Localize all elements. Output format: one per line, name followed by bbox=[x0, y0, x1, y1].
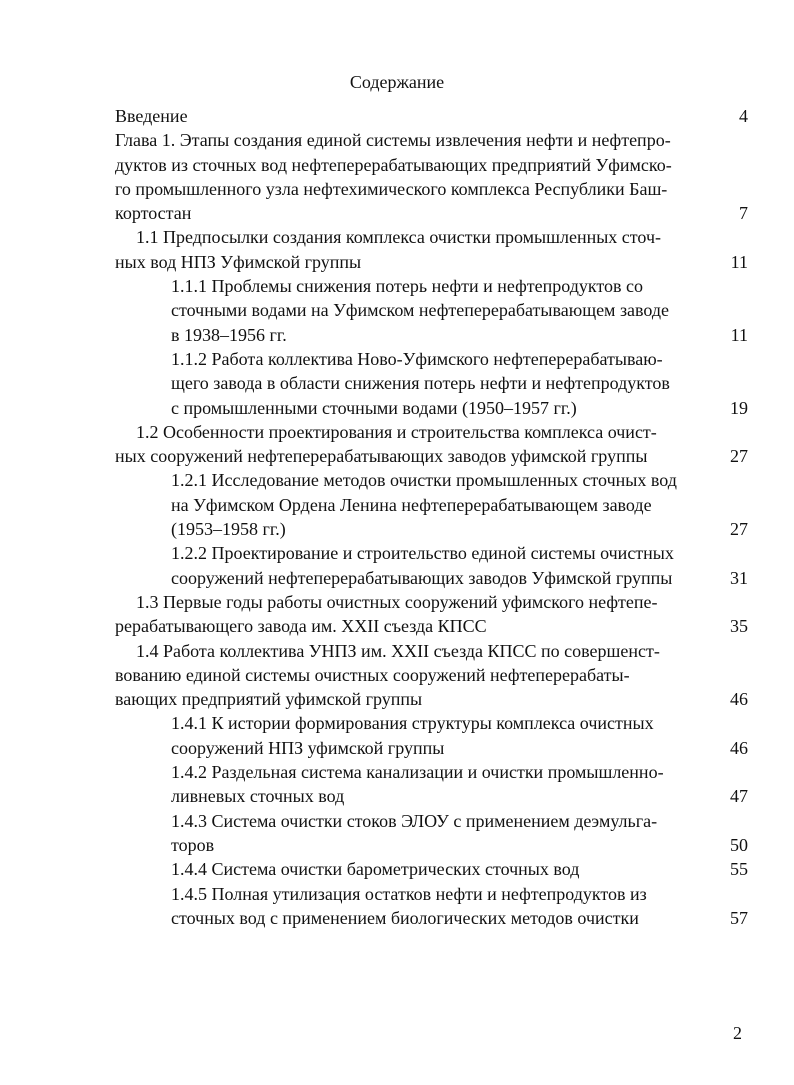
toc-entry-title bbox=[171, 760, 794, 809]
toc-entry-line: 1.4.3 Система очистки стоков ЭЛОУ с применением деэмульга- bbox=[171, 810, 658, 831]
toc-entry-page: 46 bbox=[730, 689, 748, 710]
toc-entry bbox=[0, 882, 794, 931]
toc-entry-line: 1.1 Предпосылки создания комплекса очистки промышленных сточ- bbox=[136, 227, 661, 248]
toc-entry-line: на Уфимском Ордена Ленина нефтеперерабатывающем заводе bbox=[171, 494, 652, 515]
toc-entry bbox=[0, 711, 794, 760]
toc-entry-line: щего завода в области снижения потерь нефти и нефтепродуктов bbox=[171, 373, 670, 394]
toc-entry-line: 1.4.1 К истории формирования структуры комплекса очистных bbox=[171, 713, 654, 734]
toc-entry-line: 1.2.1 Исследование методов очистки промышленных сточных вод bbox=[171, 470, 677, 491]
toc-entry-title bbox=[171, 711, 794, 760]
toc-entry bbox=[0, 225, 794, 274]
toc-entry bbox=[0, 857, 794, 881]
toc-entry-page: 19 bbox=[730, 397, 748, 418]
toc-entry bbox=[0, 541, 794, 590]
toc-entry-line: Глава 1. Этапы создания единой системы извлечения нефти и нефтепро- bbox=[115, 130, 671, 151]
toc-entry-page: 4 bbox=[739, 106, 748, 126]
toc-entry-line: вающих предприятий уфимской группы bbox=[115, 689, 423, 710]
toc-entry-page: 55 bbox=[730, 859, 748, 880]
toc-entry-line: 1.1.1 Проблемы снижения потерь нефти и нефтепродуктов со bbox=[171, 276, 644, 297]
toc-entry-title bbox=[115, 104, 794, 128]
toc-entry-line: сооружений нефтеперерабатывающих заводов Уфимской группы bbox=[171, 567, 673, 588]
toc-entry bbox=[0, 590, 794, 639]
toc-entry-line: 1.2.2 Проектирование и строительство единой системы очистных bbox=[171, 543, 674, 564]
toc-entry-line: 1.3 Первые годы работы очистных сооружений уфимского нефтепе- bbox=[136, 591, 658, 612]
toc-entry-line: (1953–1958 гг.) bbox=[171, 519, 286, 540]
toc-entry bbox=[0, 760, 794, 809]
toc-entry bbox=[0, 809, 794, 858]
toc-entry-line: 1.4.4 Система очистки барометрических сточных вод bbox=[171, 859, 580, 880]
toc-entry-page: 46 bbox=[730, 737, 748, 758]
toc-entry-page: 11 bbox=[730, 324, 748, 345]
table-of-contents bbox=[0, 104, 794, 930]
toc-entry-line: 1.4.5 Полная утилизация остатков нефти и нефтепродуктов из bbox=[171, 883, 647, 904]
toc-entry-line: Введение bbox=[115, 106, 188, 126]
toc-entry-title bbox=[171, 809, 794, 858]
toc-entry bbox=[0, 468, 794, 541]
toc-entry-title bbox=[171, 882, 794, 931]
toc-entry-line: вованию единой системы очистных сооружений нефтеперерабаты- bbox=[115, 664, 630, 685]
toc-entry-line: дуктов из сточных вод нефтеперерабатывающих предприятий Уфимско- bbox=[115, 154, 672, 175]
toc-entry-line: с промышленными сточными водами (1950–1957 гг.) bbox=[171, 397, 577, 418]
toc-entry-line: кортостан bbox=[115, 203, 192, 224]
toc-entry bbox=[0, 104, 794, 128]
toc-entry bbox=[0, 420, 794, 469]
toc-entry-page: 7 bbox=[739, 203, 748, 224]
toc-entry-page: 31 bbox=[730, 567, 748, 588]
toc-entry-title bbox=[115, 639, 794, 712]
toc-entry-line: го промышленного узла нефтехимического комплекса Республики Баш- bbox=[115, 178, 668, 199]
toc-entry-page: 27 bbox=[730, 519, 748, 540]
toc-entry-title bbox=[115, 590, 794, 639]
toc-entry-title bbox=[171, 274, 794, 347]
toc-entry-title bbox=[115, 420, 794, 469]
page-number: 2 bbox=[733, 1023, 742, 1043]
toc-entry-line: ных сооружений нефтеперерабатывающих заводов уфимской группы bbox=[115, 446, 648, 467]
toc-entry bbox=[0, 347, 794, 420]
toc-entry-line: ливневых сточных вод bbox=[171, 786, 345, 807]
toc-entry-line: 1.1.2 Работа коллектива Ново-Уфимского нефтеперерабатываю- bbox=[171, 348, 663, 369]
toc-entry-title bbox=[171, 347, 794, 420]
toc-entry-page: 11 bbox=[730, 251, 748, 272]
toc-entry-line: рерабатывающего завода им. XXII съезда КПСС bbox=[115, 616, 487, 637]
toc-entry-page: 27 bbox=[730, 446, 748, 467]
toc-entry-title bbox=[115, 225, 794, 274]
page-title: Содержание bbox=[349, 72, 445, 92]
toc-entry-title bbox=[171, 468, 794, 541]
toc-entry-page: 47 bbox=[730, 786, 748, 807]
toc-entry-line: 1.4.2 Раздельная система канализации и очистки промышленно- bbox=[171, 762, 664, 783]
toc-entry-page: 50 bbox=[730, 834, 748, 855]
toc-entry-line: сооружений НПЗ уфимской группы bbox=[171, 737, 445, 758]
toc-entry-title bbox=[171, 541, 794, 590]
toc-entry-title bbox=[115, 128, 794, 225]
toc-entry-line: 1.4 Работа коллектива УНПЗ им. XXII съезда КПСС по совершенст- bbox=[136, 640, 660, 661]
toc-entry-line: торов bbox=[171, 834, 215, 855]
toc-entry-page: 57 bbox=[730, 907, 748, 928]
toc-entry-line: сточных вод с применением биологических методов очистки bbox=[171, 907, 639, 928]
toc-entry-line: ных вод НПЗ Уфимской группы bbox=[115, 251, 362, 272]
toc-entry bbox=[0, 128, 794, 225]
toc-entry-line: сточными водами на Уфимском нефтеперерабатывающем заводе bbox=[171, 300, 670, 321]
toc-entry-page: 35 bbox=[730, 616, 748, 637]
toc-entry-line: 1.2 Особенности проектирования и строительства комплекса очист- bbox=[136, 421, 657, 442]
toc-entry bbox=[0, 274, 794, 347]
toc-entry-title bbox=[171, 857, 794, 881]
toc-entry-line: в 1938–1956 гг. bbox=[171, 324, 287, 345]
toc-entry bbox=[0, 639, 794, 712]
